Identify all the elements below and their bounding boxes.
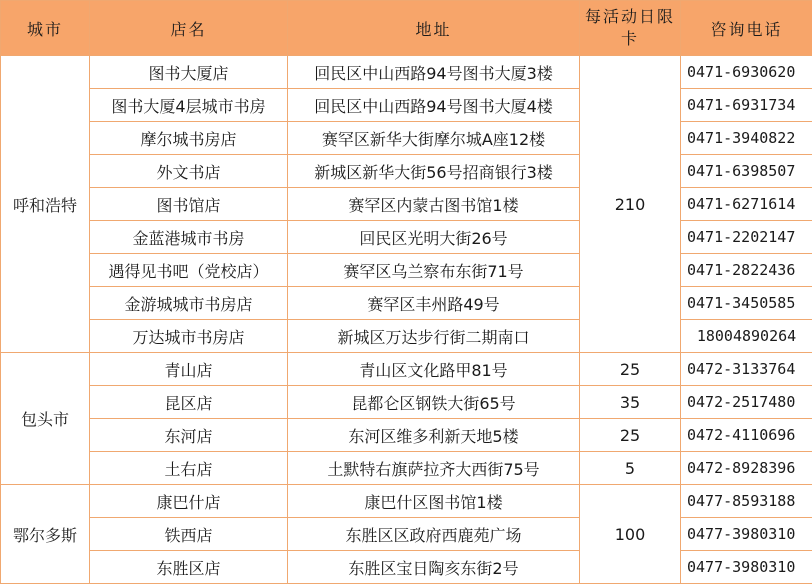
- store-address: 赛罕区丰州路49号: [288, 287, 580, 320]
- store-phone: 0472-8928396: [681, 452, 812, 485]
- store-phone: 0477-3980310: [681, 551, 812, 584]
- store-phone: 0477-8593188: [681, 485, 812, 518]
- store-phone: 0472-2517480: [681, 386, 812, 419]
- store-phone: 0471-6931734: [681, 89, 812, 122]
- store-address: 东胜区宝日陶亥东街2号: [288, 551, 580, 584]
- store-address: 东胜区区政府西鹿苑广场: [288, 518, 580, 551]
- card-limit: 100: [580, 485, 681, 584]
- table-row: [1, 518, 812, 551]
- store-name: 图书大厦4层城市书房: [90, 89, 288, 122]
- city-cell: 呼和浩特: [1, 56, 90, 353]
- table-row: [1, 56, 812, 89]
- header-address: 地址: [288, 1, 580, 56]
- table-row: [1, 122, 812, 155]
- store-address: 回民区中山西路94号图书大厦4楼: [288, 89, 580, 122]
- header-phone: 咨询电话: [681, 1, 812, 56]
- header-city: 城市: [1, 1, 90, 56]
- card-limit: 25: [580, 419, 681, 452]
- store-name: 康巴什店: [90, 485, 288, 518]
- store-phone: 0471-3450585: [681, 287, 812, 320]
- store-name: 图书馆店: [90, 188, 288, 221]
- table-row: [1, 221, 812, 254]
- card-limit: 25: [580, 353, 681, 386]
- store-address: 回民区中山西路94号图书大厦3楼: [288, 56, 580, 89]
- store-name: 外文书店: [90, 155, 288, 188]
- city-cell: 鄂尔多斯: [1, 485, 90, 584]
- store-name: 东河店: [90, 419, 288, 452]
- store-address: 赛罕区内蒙古图书馆1楼: [288, 188, 580, 221]
- store-name: 图书大厦店: [90, 56, 288, 89]
- store-name: 铁西店: [90, 518, 288, 551]
- header-row: [1, 1, 812, 56]
- store-phone: 0471-6398507: [681, 155, 812, 188]
- store-address: 新城区新华大街56号招商银行3楼: [288, 155, 580, 188]
- store-name: 摩尔城书房店: [90, 122, 288, 155]
- table-row: [1, 320, 812, 353]
- store-address: 土默特右旗萨拉齐大西街75号: [288, 452, 580, 485]
- store-phone: 0471-6271614: [681, 188, 812, 221]
- store-address: 新城区万达步行街二期南口: [288, 320, 580, 353]
- card-limit: 5: [580, 452, 681, 485]
- store-name: 青山店: [90, 353, 288, 386]
- table-row: [1, 485, 812, 518]
- store-address: 康巴什区图书馆1楼: [288, 485, 580, 518]
- store-name: 万达城市书房店: [90, 320, 288, 353]
- card-limit: 35: [580, 386, 681, 419]
- store-address: 青山区文化路甲81号: [288, 353, 580, 386]
- store-address: 赛罕区新华大街摩尔城A座12楼: [288, 122, 580, 155]
- header-cards: 每活动日限卡: [580, 1, 681, 56]
- store-phone: 18004890264: [681, 320, 812, 353]
- store-address: 回民区光明大街26号: [288, 221, 580, 254]
- store-phone: 0471-3940822: [681, 122, 812, 155]
- store-name: 土右店: [90, 452, 288, 485]
- store-name: 东胜区店: [90, 551, 288, 584]
- store-name: 金游城城市书房店: [90, 287, 288, 320]
- table-row: [1, 188, 812, 221]
- store-name: 遇得见书吧（党校店）: [90, 254, 288, 287]
- table-row: [1, 551, 812, 584]
- store-address: 赛罕区乌兰察布东街71号: [288, 254, 580, 287]
- card-limit: 210: [580, 56, 681, 353]
- table-row: [1, 452, 812, 485]
- store-name: 昆区店: [90, 386, 288, 419]
- table-row: [1, 254, 812, 287]
- store-phone: 0472-3133764: [681, 353, 812, 386]
- table-row: [1, 353, 812, 386]
- table-row: [1, 89, 812, 122]
- store-phone: 0472-4110696: [681, 419, 812, 452]
- table-row: [1, 419, 812, 452]
- store-name: 金蓝港城市书房: [90, 221, 288, 254]
- store-phone: 0471-2202147: [681, 221, 812, 254]
- store-address: 东河区维多利新天地5楼: [288, 419, 580, 452]
- store-phone: 0471-2822436: [681, 254, 812, 287]
- store-address: 昆都仑区钢铁大街65号: [288, 386, 580, 419]
- city-cell: 包头市: [1, 353, 90, 485]
- store-phone: 0471-6930620: [681, 56, 812, 89]
- store-phone: 0477-3980310: [681, 518, 812, 551]
- table-row: [1, 155, 812, 188]
- header-store: 店名: [90, 1, 288, 56]
- table-row: [1, 386, 812, 419]
- table-row: [1, 287, 812, 320]
